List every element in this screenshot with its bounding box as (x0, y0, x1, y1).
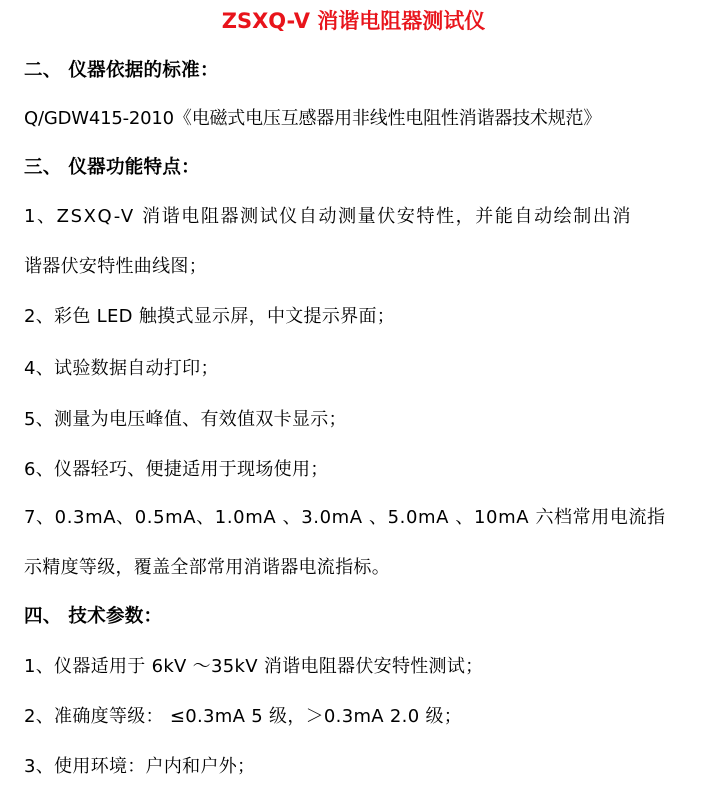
spec-item-2: 2、准确度等级： ≤0.3mA 5 级，＞0.3mA 2.0 级； (24, 706, 463, 727)
section-heading-standard: 二、 仪器依据的标准： (24, 60, 219, 81)
feature-item-2: 2、彩色 LED 触摸式显示屏，中文提示界面； (24, 306, 396, 327)
spec-item-3: 3、使用环境：户内和户外； (24, 756, 256, 777)
section-heading-specs: 四、 技术参数： (24, 606, 163, 627)
spec-item-1: 1、仪器适用于 6kV ～35kV 消谐电阻器伏安特性测试； (24, 656, 484, 677)
feature-item-4: 4、试验数据自动打印； (24, 358, 219, 379)
section-heading-features: 三、 仪器功能特点： (24, 157, 200, 178)
standard-reference: Q/GDW415-2010《电磁式电压互感器用非线性电阻性消谐器技术规范》 (24, 108, 602, 129)
feature-item-6: 6、仪器轻巧、便捷适用于现场使用； (24, 459, 329, 480)
feature-item-5: 5、测量为电压峰值、有效值双卡显示； (24, 409, 347, 430)
feature-item-1: 1、ZSXQ-V 消谐电阻器测试仪自动测量伏安特性，并能自动绘制出消 (24, 206, 633, 227)
document-title: ZSXQ-V 消谐电阻器测试仪 (221, 9, 486, 33)
feature-item-7: 7、0.3mA、0.5mA、1.0mA 、3.0mA 、5.0mA 、10mA 六档常用电流指 (24, 507, 666, 528)
feature-item-1-continued: 谐器伏安特性曲线图； (24, 256, 207, 277)
feature-item-7-continued: 示精度等级，覆盖全部常用消谐器电流指标。 (24, 557, 390, 578)
